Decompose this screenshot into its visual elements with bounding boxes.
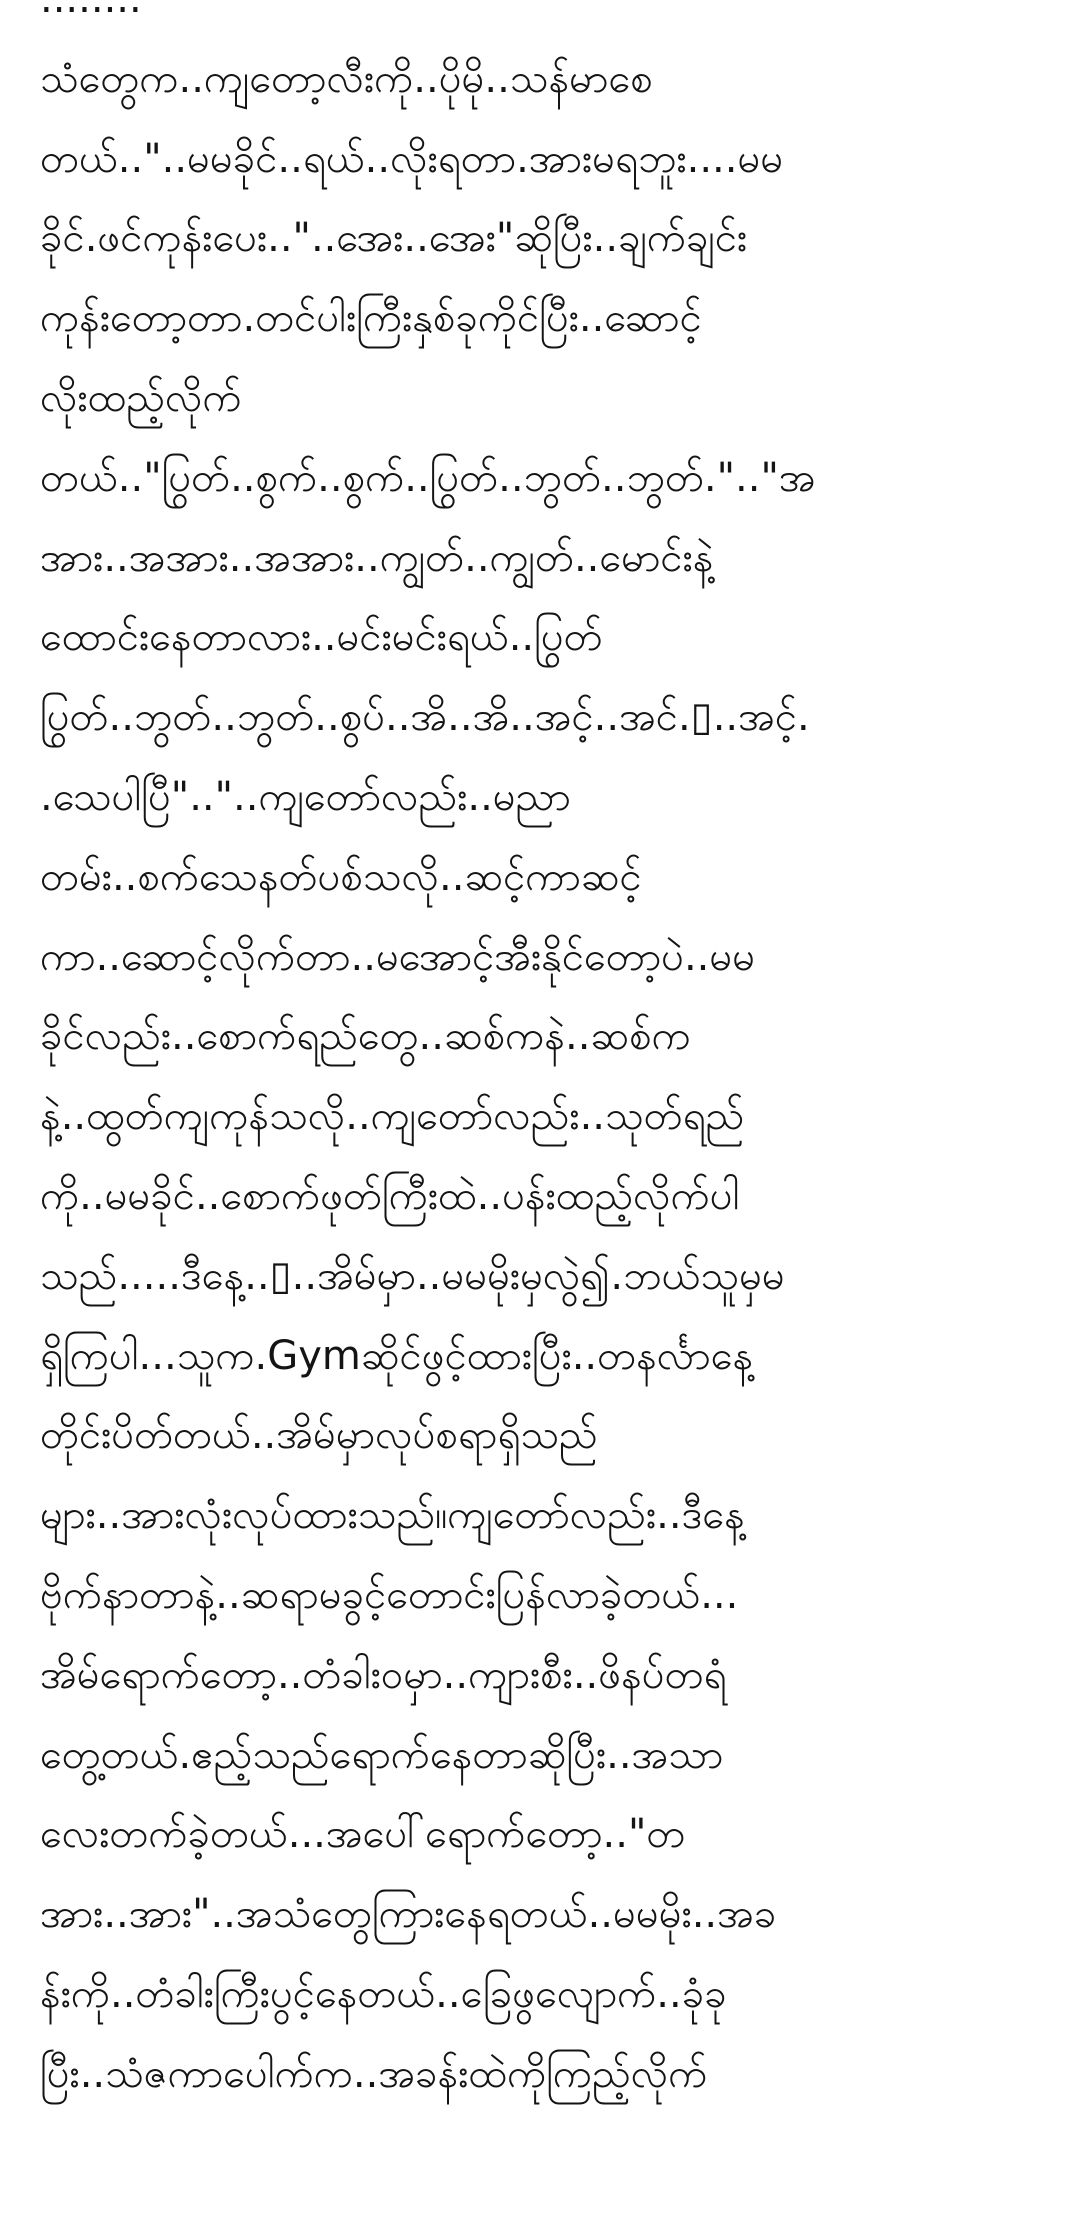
text-line: .သေပါပြီ".."..ကျတော်လည်း..မညာ bbox=[40, 773, 571, 820]
text-line: အား..အား"..အသံတွေကြားနေရတယ်..မမမိုး..အခ bbox=[40, 1891, 777, 1938]
text-line: ကုန်းတော့တာ.တင်ပါးကြီးနှစ်ခုကိုင်ပြီး..ဆောင့် bbox=[40, 295, 702, 342]
text-line: ကာ..ဆောင့်လိုက်တာ..မအောင့်အီးနိုင်တော့ပဲ..မမ bbox=[40, 933, 756, 980]
text-line: တမ်း..စက်သေနတ်ပစ်သလို..ဆင့်ကာဆင့် bbox=[40, 853, 642, 900]
text-line: နဲ့..ထွတ်ကျကုန်သလို..ကျတော်လည်း..သုတ်ရည် bbox=[40, 1093, 745, 1140]
text-line: တိုင်းပိတ်တယ်..အိမ်မှာလုပ်စရာရှိသည် bbox=[40, 1412, 598, 1459]
text-line: ခိုင်.ဖင်ကုန်းပေး.."..အေး..အေး"ဆိုပြီး..ချက်ချင်း bbox=[40, 215, 748, 262]
text-line: ပြီး..သံဇကာပေါက်က..အခန်းထဲကိုကြည့်လိုက် bbox=[40, 2050, 708, 2097]
text-line: လိုးထည့်လိုက် bbox=[40, 374, 242, 421]
text-line: တယ်.."..မမခိုင်..ရယ်..လိုးရတာ.အားမရဘူး....မမ bbox=[40, 135, 784, 182]
text-line: ဗိုက်နာတာနဲ့..ဆရာမခွင့်တောင်းပြန်လာခဲ့တယ်... bbox=[40, 1571, 739, 1618]
text-line: အိမ်ရောက်တော့..တံခါးဝမှာ..ကျားစီး..ဖိနပ်တရံ bbox=[40, 1651, 727, 1698]
text-line: ခိုင်လည်း..စောက်ရည်တွေ..ဆစ်ကနဲ..ဆစ်က bbox=[40, 1013, 691, 1060]
text-line bbox=[40, 0, 1050, 40]
text-line: ပြွတ်..ဘွတ်..ဘွတ်..စွပ်..အိ..အိ..အင့်..အင်.▯..အင့်. bbox=[40, 694, 810, 741]
text-line: လေးတက်ခဲ့တယ်...အပေါ်ရောက်တော့.."တ bbox=[40, 1811, 686, 1858]
text-line: သံတွေက..ကျတော့လီးကို..ပိုမို..သန်မာစေ bbox=[40, 55, 653, 102]
text-line: ရှိကြပါ...သူက.Gymဆိုင်ဖွင့်ထားပြီး..တနင်္လာနေ့ bbox=[40, 1332, 754, 1379]
text-body bbox=[40, 0, 1050, 2115]
text-line: တယ်.."ပြွတ်..စွက်..စွက်..ပြွတ်..ဘွတ်..ဘွတ်.".."အ bbox=[40, 454, 816, 501]
text-line: အား..အအား..အအား..ကျွတ်..ကျွတ်..မောင်းနဲ့ bbox=[40, 534, 714, 581]
text-line: သည်.....ဒီနေ့..▯..အိမ်မှာ..မမမိုးမှလွဲ၍.ဘယ်သူမှမ bbox=[40, 1252, 785, 1299]
text-line: န်းကို..တံခါးကြီးပွင့်နေတယ်..ခြေဖွလျောက်..ခုံခု bbox=[40, 1970, 727, 2017]
text-line: ထောင်းနေတာလား..မင်းမင်းရယ်..ပြွတ် bbox=[40, 614, 603, 661]
text-line: တွေ့တယ်.ဧည့်သည်ရောက်နေတာဆိုပြီး..အသာ bbox=[40, 1731, 724, 1778]
text-line: များ..အားလုံးလုပ်ထားသည်။ကျတော်လည်း..ဒီနေ့ bbox=[40, 1492, 745, 1539]
text-line: ကို..မမခိုင်..စောက်ဖုတ်ကြီးထဲ..ပန်းထည့်လိုက်ပါ bbox=[40, 1172, 740, 1219]
